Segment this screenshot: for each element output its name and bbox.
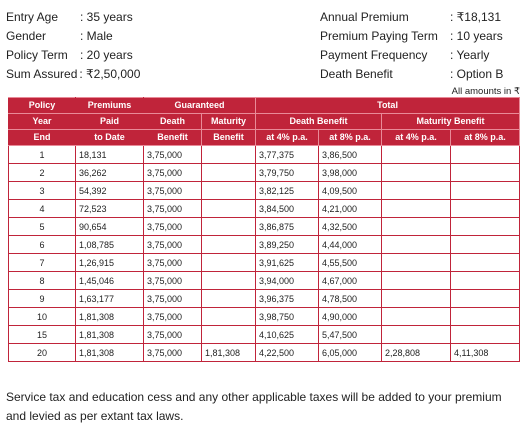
- policy-details-right: [320, 8, 503, 84]
- policy_right-value: : ₹18,131: [450, 10, 502, 24]
- policy-year-cell: 10: [9, 308, 76, 326]
- table-row: [9, 236, 520, 254]
- header-premiums: Premiums: [76, 98, 144, 114]
- total-death-8-cell: 4,09,500: [319, 182, 382, 200]
- total-death-8-cell: 4,55,500: [319, 254, 382, 272]
- total-death-8-cell: 5,47,500: [319, 326, 382, 344]
- total-death-4-cell: 3,94,000: [256, 272, 319, 290]
- policy_left-label: Entry Age: [6, 10, 59, 24]
- guaranteed-maturity-cell: [202, 146, 256, 164]
- header-paid: Paid: [76, 114, 144, 130]
- premium-paid-cell: 90,654: [76, 218, 144, 236]
- total-maturity-8-cell: [451, 200, 520, 218]
- table-row: [9, 200, 520, 218]
- policy-year-cell: 20: [9, 344, 76, 362]
- total-maturity-4-cell: [382, 146, 451, 164]
- guaranteed-maturity-cell: [202, 182, 256, 200]
- policy_right-row: [320, 8, 503, 27]
- header-row-2: [9, 114, 520, 130]
- total-maturity-4-cell: [382, 236, 451, 254]
- policy-year-cell: 3: [9, 182, 76, 200]
- policy_right-value: : 10 years: [450, 29, 503, 43]
- total-maturity-8-cell: [451, 146, 520, 164]
- policy_left-label: Gender: [6, 29, 47, 43]
- total-maturity-4-cell: 2,28,808: [382, 344, 451, 362]
- policy_right-label: Premium Paying Term: [320, 29, 438, 43]
- table-row: [9, 182, 520, 200]
- table-row: [9, 344, 520, 362]
- header-policy: Policy: [9, 98, 76, 114]
- guaranteed-death-cell: 3,75,000: [144, 272, 202, 290]
- table-row: [9, 146, 520, 164]
- total-maturity-4-cell: [382, 308, 451, 326]
- total-death-4-cell: 3,79,750: [256, 164, 319, 182]
- total-maturity-8-cell: [451, 236, 520, 254]
- total-death-4-cell: 3,84,500: [256, 200, 319, 218]
- policy_right-row: [320, 65, 503, 84]
- total-death-4-cell: 3,96,375: [256, 290, 319, 308]
- policy_left-value: : Male: [80, 29, 113, 43]
- policy-year-cell: 6: [9, 236, 76, 254]
- premium-paid-cell: 1,45,046: [76, 272, 144, 290]
- header-death-benefit: Benefit: [144, 130, 202, 146]
- tax-note: Service tax and education cess and any other applicable taxes will be added to your premium and levied as per extant tax laws.: [6, 390, 502, 423]
- policy_right-value: : Yearly: [450, 48, 490, 62]
- guaranteed-death-cell: 3,75,000: [144, 200, 202, 218]
- policy_right-row: [320, 46, 503, 65]
- premium-paid-cell: 1,81,308: [76, 308, 144, 326]
- guaranteed-maturity-cell: [202, 272, 256, 290]
- premium-paid-cell: 1,81,308: [76, 344, 144, 362]
- guaranteed-death-cell: 3,75,000: [144, 236, 202, 254]
- header-guaranteed: Guaranteed: [144, 98, 256, 114]
- total-death-8-cell: 4,90,000: [319, 308, 382, 326]
- policy_right-row: [320, 27, 503, 46]
- policy_left-row: [6, 8, 140, 27]
- policy-year-cell: 15: [9, 326, 76, 344]
- premium-paid-cell: 54,392: [76, 182, 144, 200]
- policy_right-label: Death Benefit: [320, 67, 393, 81]
- total-maturity-8-cell: [451, 182, 520, 200]
- amount-currency-note: All amounts in ₹: [451, 86, 520, 97]
- total-death-4-cell: 4,10,625: [256, 326, 319, 344]
- total-death-8-cell: 3,98,000: [319, 164, 382, 182]
- policy_left-row: [6, 65, 140, 84]
- guaranteed-death-cell: 3,75,000: [144, 218, 202, 236]
- policy_left-label: Sum Assured: [6, 67, 78, 81]
- total-maturity-8-cell: [451, 308, 520, 326]
- total-death-8-cell: 4,44,000: [319, 236, 382, 254]
- premium-paid-cell: 1,81,308: [76, 326, 144, 344]
- policy_right-label: Annual Premium: [320, 10, 409, 24]
- policy_right-label: Payment Frequency: [320, 48, 428, 62]
- total-maturity-8-cell: [451, 218, 520, 236]
- guaranteed-death-cell: 3,75,000: [144, 146, 202, 164]
- table-row: [9, 290, 520, 308]
- total-death-8-cell: 4,78,500: [319, 290, 382, 308]
- guaranteed-maturity-cell: [202, 218, 256, 236]
- policy_left-value: : ₹2,50,000: [79, 67, 141, 81]
- total-maturity-4-cell: [382, 290, 451, 308]
- total-maturity-8-cell: [451, 254, 520, 272]
- total-maturity-4-cell: [382, 164, 451, 182]
- total-death-8-cell: 4,67,000: [319, 272, 382, 290]
- policy_left-value: : 20 years: [80, 48, 133, 62]
- table-row: [9, 164, 520, 182]
- guaranteed-death-cell: 3,75,000: [144, 326, 202, 344]
- guaranteed-maturity-cell: [202, 236, 256, 254]
- total-death-4-cell: 4,22,500: [256, 344, 319, 362]
- total-maturity-4-cell: [382, 254, 451, 272]
- total-death-8-cell: 4,32,500: [319, 218, 382, 236]
- header-death-at8: at 8% p.a.: [319, 130, 382, 146]
- header-total: Total: [256, 98, 520, 114]
- premium-paid-cell: 1,08,785: [76, 236, 144, 254]
- policy_left-value: : 35 years: [80, 10, 133, 24]
- header-maturity-at8: at 8% p.a.: [451, 130, 520, 146]
- guaranteed-death-cell: 3,75,000: [144, 164, 202, 182]
- header-maturity: Maturity: [202, 114, 256, 130]
- total-death-8-cell: 3,86,500: [319, 146, 382, 164]
- total-death-4-cell: 3,98,750: [256, 308, 319, 326]
- header-death: Death: [144, 114, 202, 130]
- policy_left-label: Policy Term: [6, 48, 68, 62]
- guaranteed-maturity-cell: [202, 326, 256, 344]
- header-to-date: to Date: [76, 130, 144, 146]
- policy-year-cell: 1: [9, 146, 76, 164]
- premium-paid-cell: 36,262: [76, 164, 144, 182]
- total-death-8-cell: 6,05,000: [319, 344, 382, 362]
- guaranteed-death-cell: 3,75,000: [144, 344, 202, 362]
- total-maturity-4-cell: [382, 326, 451, 344]
- table-row: [9, 326, 520, 344]
- total-maturity-4-cell: [382, 218, 451, 236]
- total-maturity-4-cell: [382, 200, 451, 218]
- policy-year-cell: 8: [9, 272, 76, 290]
- guaranteed-maturity-cell: [202, 164, 256, 182]
- header-maturity-benefit: Benefit: [202, 130, 256, 146]
- table-row: [9, 218, 520, 236]
- total-maturity-8-cell: [451, 164, 520, 182]
- total-maturity-8-cell: [451, 272, 520, 290]
- table-row: [9, 308, 520, 326]
- premium-paid-cell: 1,26,915: [76, 254, 144, 272]
- header-total-death-benefit: Death Benefit: [256, 114, 382, 130]
- total-death-4-cell: 3,91,625: [256, 254, 319, 272]
- guaranteed-death-cell: 3,75,000: [144, 308, 202, 326]
- policy_left-row: [6, 27, 140, 46]
- premium-paid-cell: 72,523: [76, 200, 144, 218]
- policy-year-cell: 7: [9, 254, 76, 272]
- guaranteed-maturity-cell: [202, 290, 256, 308]
- guaranteed-maturity-cell: [202, 254, 256, 272]
- premium-paid-cell: 18,131: [76, 146, 144, 164]
- total-maturity-8-cell: 4,11,308: [451, 344, 520, 362]
- guaranteed-death-cell: 3,75,000: [144, 182, 202, 200]
- total-maturity-4-cell: [382, 272, 451, 290]
- policy_left-row: [6, 46, 140, 65]
- policy-year-cell: 9: [9, 290, 76, 308]
- guaranteed-maturity-cell: [202, 200, 256, 218]
- policy_right-value: : Option B: [450, 67, 504, 81]
- policy-details-left: [6, 8, 140, 84]
- premium-paid-cell: 1,63,177: [76, 290, 144, 308]
- guaranteed-death-cell: 3,75,000: [144, 254, 202, 272]
- total-death-8-cell: 4,21,000: [319, 200, 382, 218]
- header-total-maturity-benefit: Maturity Benefit: [382, 114, 520, 130]
- benefit-illustration-table: [8, 97, 520, 362]
- total-death-4-cell: 3,86,875: [256, 218, 319, 236]
- policy-year-cell: 2: [9, 164, 76, 182]
- guaranteed-maturity-cell: 1,81,308: [202, 344, 256, 362]
- guaranteed-maturity-cell: [202, 308, 256, 326]
- total-maturity-4-cell: [382, 182, 451, 200]
- header-year: Year: [9, 114, 76, 130]
- policy-year-cell: 5: [9, 218, 76, 236]
- total-death-4-cell: 3,89,250: [256, 236, 319, 254]
- total-death-4-cell: 3,82,125: [256, 182, 319, 200]
- guaranteed-death-cell: 3,75,000: [144, 290, 202, 308]
- table-row: [9, 254, 520, 272]
- table-row: [9, 272, 520, 290]
- total-maturity-8-cell: [451, 290, 520, 308]
- header-maturity-at4: at 4% p.a.: [382, 130, 451, 146]
- header-end: End: [9, 130, 76, 146]
- policy-year-cell: 4: [9, 200, 76, 218]
- total-death-4-cell: 3,77,375: [256, 146, 319, 164]
- header-row-1: [9, 98, 520, 114]
- header-death-at4: at 4% p.a.: [256, 130, 319, 146]
- header-row-3: [9, 130, 520, 146]
- total-maturity-8-cell: [451, 326, 520, 344]
